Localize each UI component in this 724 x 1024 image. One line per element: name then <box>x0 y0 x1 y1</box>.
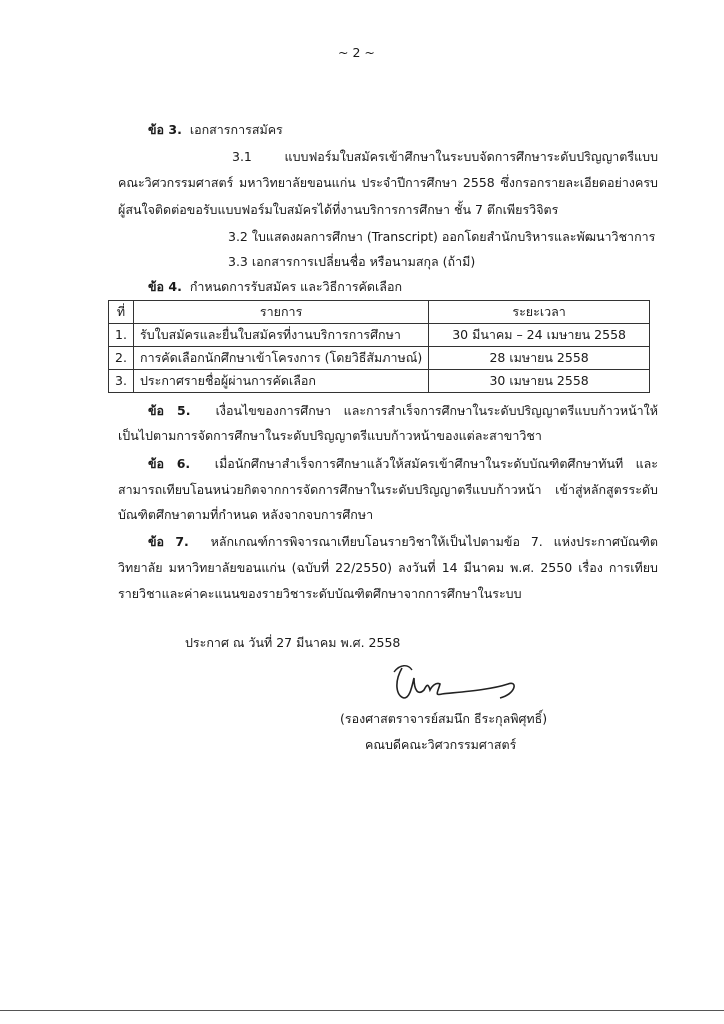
section-6-line-2: สามารถเทียบโอนหน่วยกิตจากการจัดการศึกษาในระดับปริญญาตรีแบบก้าวหน้า เข้าสู่หลักสูตรระดับ <box>118 482 658 497</box>
section-5-number: ข้อ 5. <box>148 403 191 418</box>
header-period: ระยะเวลา <box>429 301 650 324</box>
section-5-line-1 <box>148 402 658 420</box>
section-6-line-3: บัณฑิตศึกษาตามที่กำหนด หลังจากจบการศึกษา <box>118 507 374 522</box>
section-3-1-line-1: 3.1 แบบฟอร์มใบสมัครเข้าศึกษาในระบบจัดการศึกษาระดับปริญญาตรีแบบ <box>232 149 658 164</box>
signature <box>390 660 520 705</box>
header-item: รายการ <box>134 301 429 324</box>
section-6-text: เมื่อนักศึกษาสำเร็จการศึกษาแล้วให้สมัครเข้าศึกษาในระดับบัณฑิตศึกษาทันที และ <box>214 456 658 471</box>
table-header-row <box>109 301 650 324</box>
section-3-title: เอกสารการสมัคร <box>189 122 283 137</box>
announcement-date: ประกาศ ณ วันที่ 27 มีนาคม พ.ศ. 2558 <box>185 635 401 650</box>
table-row <box>109 370 650 393</box>
section-3-number: ข้อ 3. <box>148 122 182 137</box>
schedule-table <box>108 300 650 393</box>
section-3-1-line-2: คณะวิศวกรรมศาสตร์ มหาวิทยาลัยขอนแก่น ประจำปีการศึกษา 2558 ซึ่งกรอกรายละเอียดอย่างครบ <box>118 175 658 190</box>
signatory-title: คณบดีคณะวิศวกรรมศาสตร์ <box>365 737 517 752</box>
section-7-line-1 <box>148 533 658 551</box>
signatory-name: (รองศาสตราจารย์สมนึก ธีระกุลพิศุทธิ์) <box>340 711 548 726</box>
section-3-3: 3.3 เอกสารการเปลี่ยนชื่อ หรือนามสกุล (ถ้ามี) <box>228 254 476 269</box>
section-3-2: 3.2 ใบแสดงผลการศึกษา (Transcript) ออกโดยสำนักบริหารและพัฒนาวิชาการ <box>228 229 656 244</box>
row-no: 1. <box>109 324 134 347</box>
section-5-line-2: เป็นไปตามการจัดการศึกษาในระดับปริญญาตรีแบบก้าวหน้าของแต่ละสาขาวิชา <box>118 428 542 443</box>
section-4-title: กำหนดการรับสมัคร และวิธีการคัดเลือก <box>189 279 403 294</box>
row-period: 28 เมษายน 2558 <box>429 347 650 370</box>
section-6-line-1 <box>148 455 658 473</box>
table-row <box>109 324 650 347</box>
page-number: ~ 2 ~ <box>338 45 375 60</box>
table-row <box>109 347 650 370</box>
section-7-number: ข้อ 7. <box>148 534 189 549</box>
section-4-number: ข้อ 4. <box>148 279 182 294</box>
footer-rule <box>0 1010 724 1011</box>
row-item: ประกาศรายชื่อผู้ผ่านการคัดเลือก <box>134 370 429 393</box>
header-no: ที่ <box>109 301 134 324</box>
section-5-text: เงื่อนไขของการศึกษา และการสำเร็จการศึกษาในระดับปริญญาตรีแบบก้าวหน้าให้ <box>215 403 658 418</box>
row-no: 2. <box>109 347 134 370</box>
row-item: การคัดเลือกนักศึกษาเข้าโครงการ (โดยวิธีสัมภาษณ์) <box>134 347 429 370</box>
row-period: 30 เมษายน 2558 <box>429 370 650 393</box>
section-6-number: ข้อ 6. <box>148 456 191 471</box>
section-3-1-line-3: ผู้สนใจติดต่อขอรับแบบฟอร์มใบสมัครได้ที่งานบริการการศึกษา ชั้น 7 ตึกเพียรวิจิตร <box>118 202 559 217</box>
section-7-line-3: รายวิชาและค่าคะแนนของรายวิชาระดับบัณฑิตศึกษาจากการศึกษาในระบบ <box>118 586 522 601</box>
section-7-line-2: วิทยาลัย มหาวิทยาลัยขอนแก่น (ฉบับที่ 22/2550) ลงวันที่ 14 มีนาคม พ.ศ. 2550 เรื่อง การเทียบ <box>118 560 658 575</box>
section-4-heading <box>148 278 402 296</box>
section-7-text: หลักเกณฑ์การพิจารณาเทียบโอนรายวิชาให้เป็นไปตามข้อ 7. แห่งประกาศบัณฑิต <box>210 534 658 549</box>
section-3-heading <box>148 121 283 139</box>
row-item: รับใบสมัครและยื่นใบสมัครที่งานบริการการศึกษา <box>134 324 429 347</box>
row-period: 30 มีนาคม – 24 เมษายน 2558 <box>429 324 650 347</box>
row-no: 3. <box>109 370 134 393</box>
